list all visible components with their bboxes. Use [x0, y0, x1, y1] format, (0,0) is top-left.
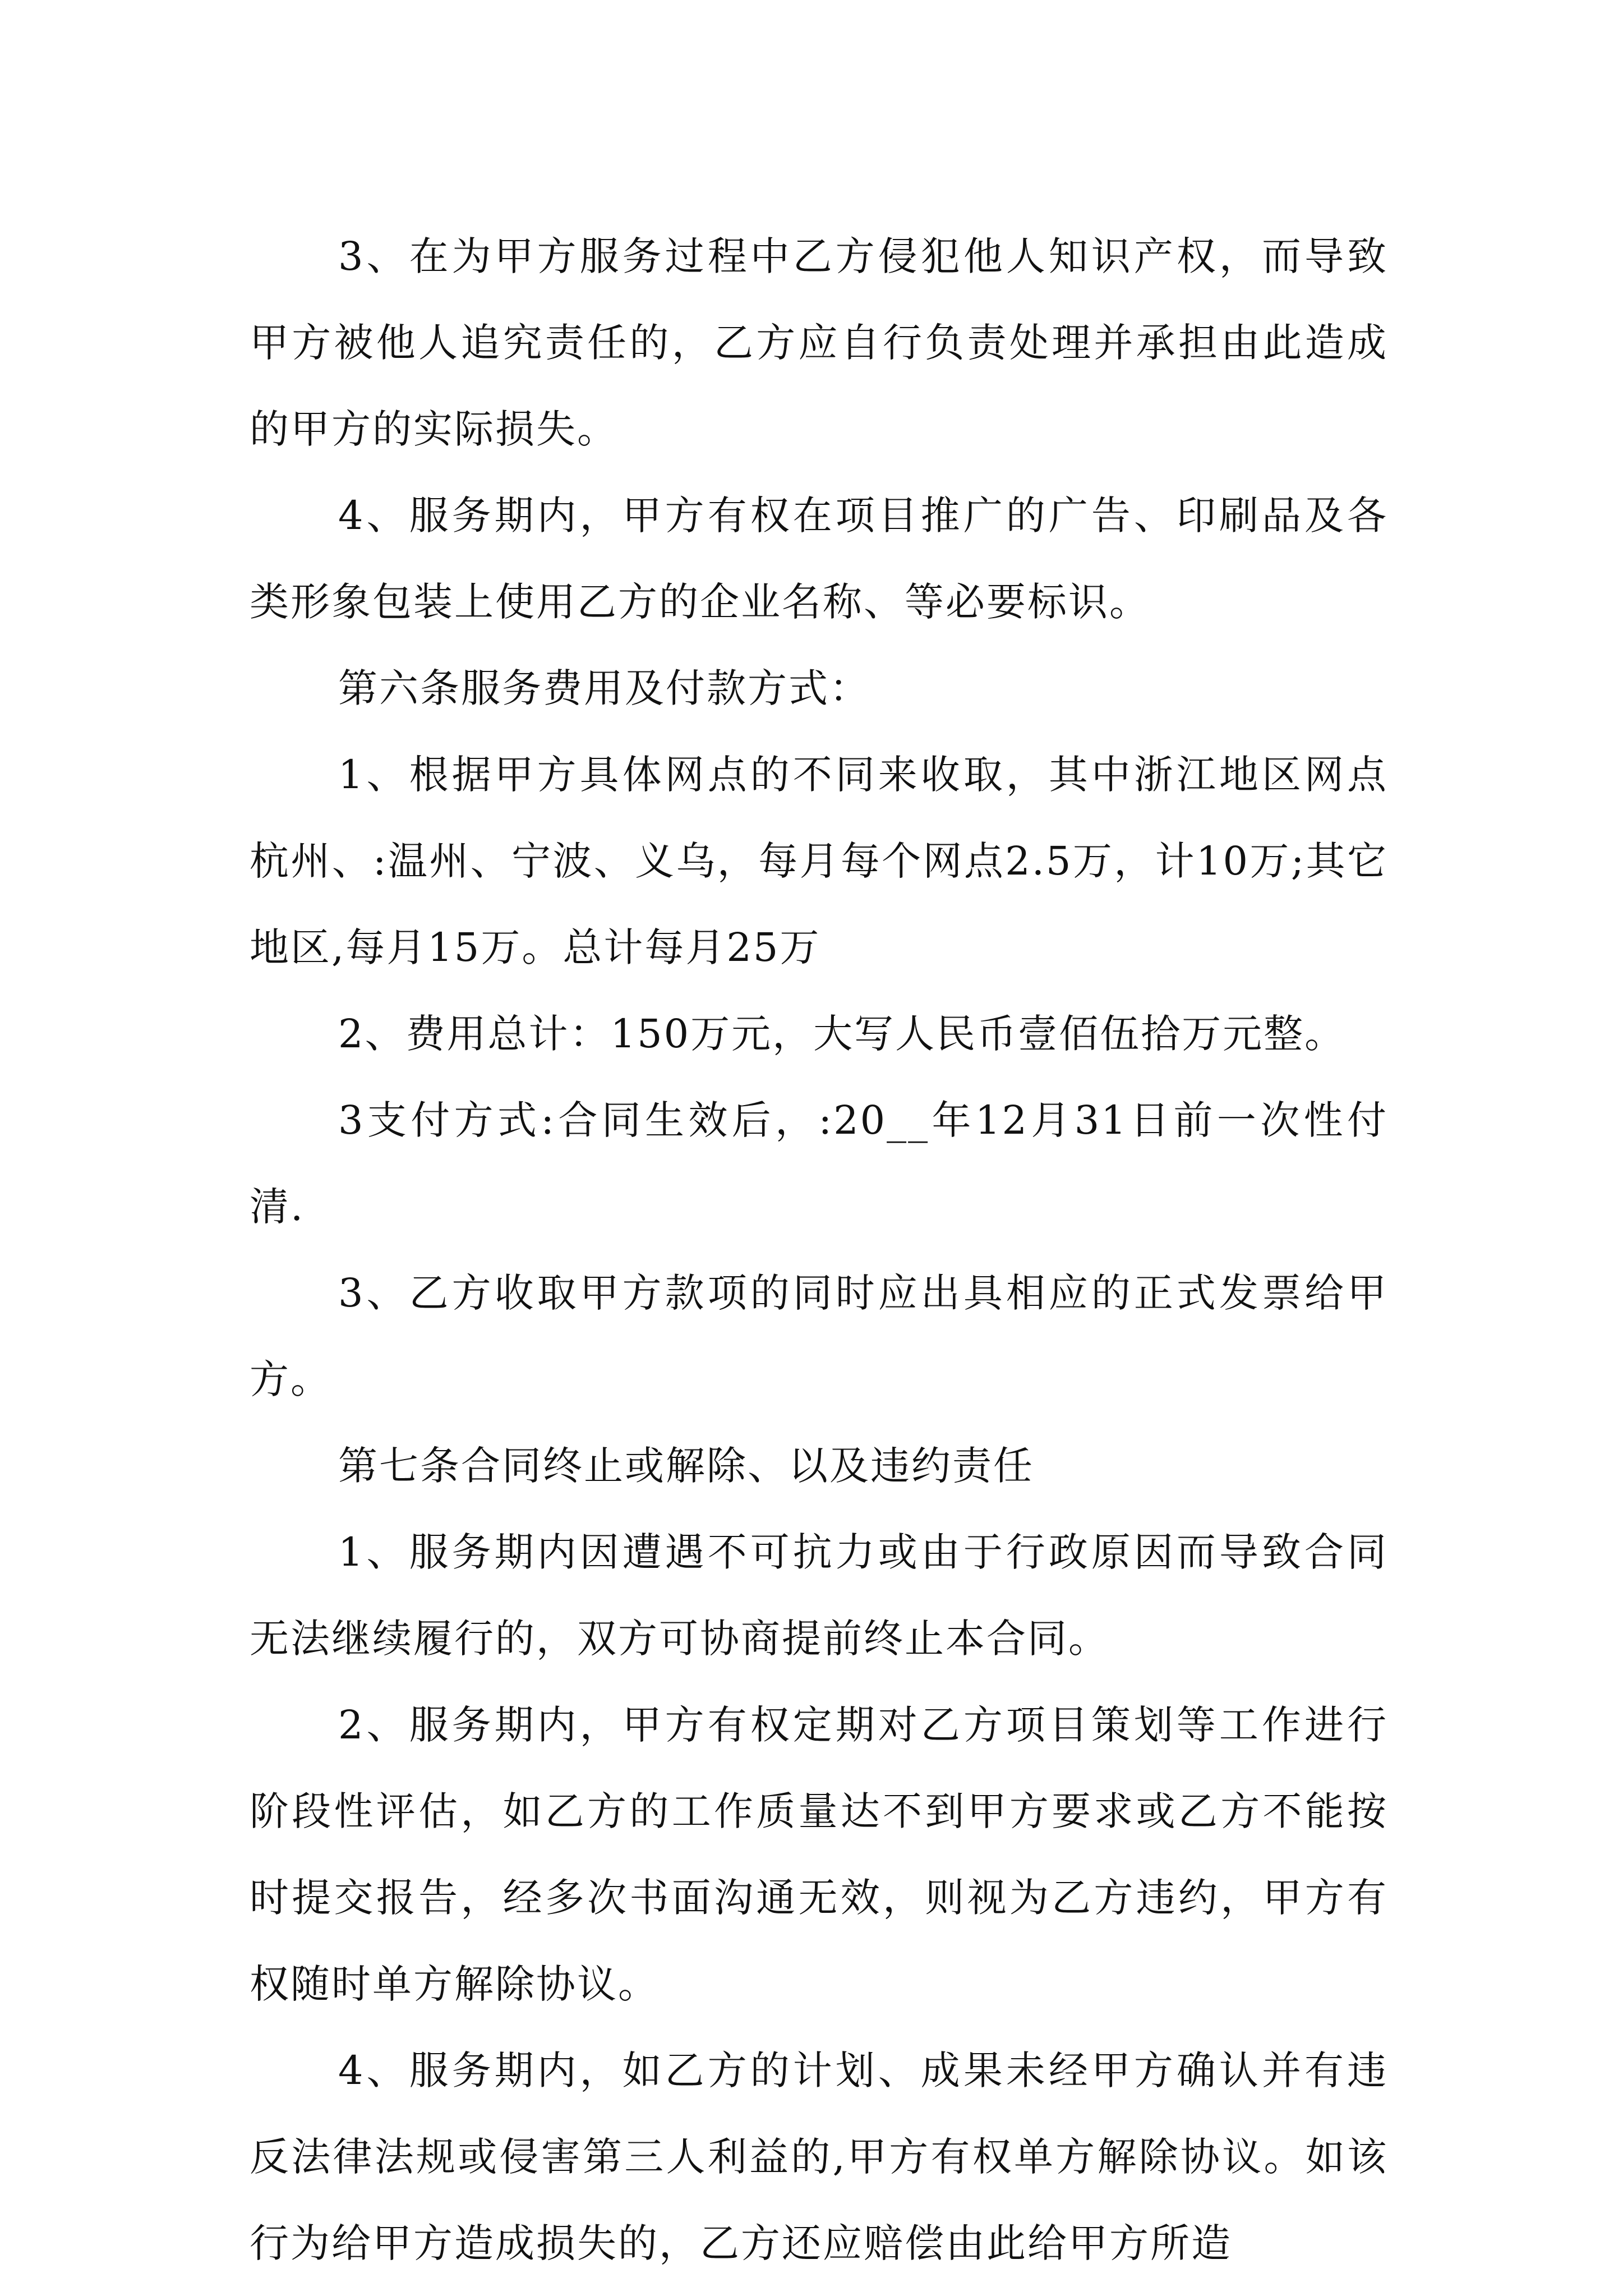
clause-paragraph: 3、在为甲方服务过程中乙方侵犯他人知识产权，而导致甲方被他人追究责任的，乙方应自行负责处理并承担由此造成的甲方的实际损失。	[250, 233, 1388, 452]
clause-paragraph: 3、乙方收取甲方款项的同时应出具相应的正式发票给甲方。	[250, 1270, 1388, 1402]
clause-paragraph: 4、服务期内，甲方有权在项目推广的广告、印刷品及各类形象包装上使用乙方的企业名称、等必要标识。	[250, 493, 1388, 625]
clause-paragraph: 4、服务期内，如乙方的计划、成果未经甲方确认并有违反法律法规或侵害第三人利益的,甲方有权单方解除协议。如该行为给甲方造成损失的，乙方还应赔偿由此给甲方所造	[250, 2047, 1388, 2266]
clause-paragraph: 2、服务期内，甲方有权定期对乙方项目策划等工作进行阶段性评估，如乙方的工作质量达不到甲方要求或乙方不能按时提交报告，经多次书面沟通无效，则视为乙方违约，甲方有权随时单方解除协议。	[250, 1702, 1388, 2007]
section-heading: 第七条合同终止或解除、以及违约责任	[338, 1443, 1034, 1489]
clause-paragraph: 3支付方式:合同生效后，:20__年12月31日前一次性付清.	[250, 1097, 1388, 1230]
clause-paragraph: 1、服务期内因遭遇不可抗力或由于行政原因而导致合同无法继续履行的，双方可协商提前终止本合同。	[250, 1529, 1388, 1662]
document-body	[250, 213, 1388, 2286]
clause-paragraph: 1、根据甲方具体网点的不同来收取，其中浙江地区网点杭州、:温州、宁波、义乌，每月每个网点2.5万，计10万;其它地区,每月15万。总计每月25万	[250, 752, 1388, 970]
section-heading: 第六条服务费用及付款方式：	[338, 665, 870, 711]
clause-paragraph: 2、费用总计：150万元，大写人民币壹佰伍拾万元整。	[338, 1011, 1346, 1057]
